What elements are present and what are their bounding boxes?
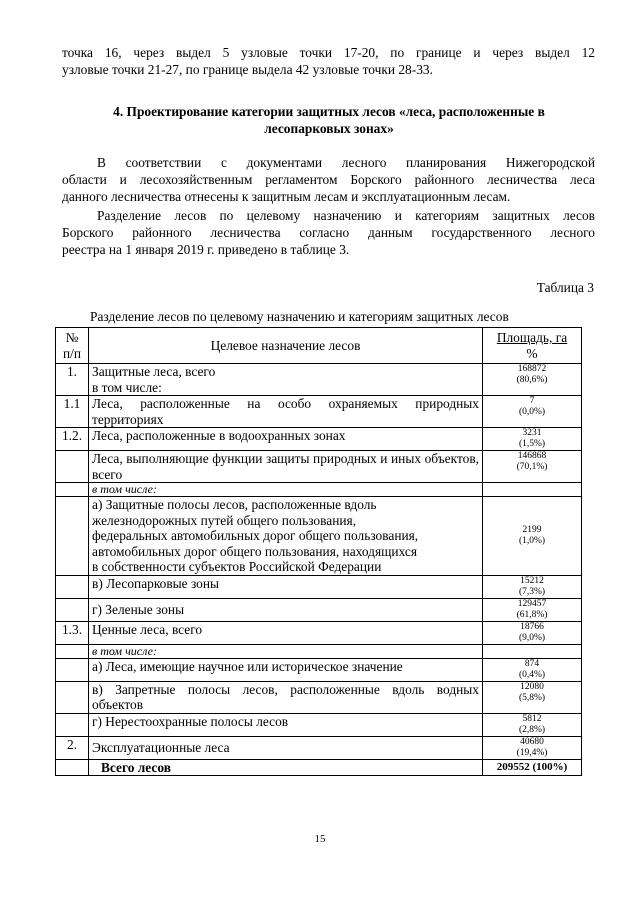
row-area-empty: [483, 483, 582, 497]
row-subheading: в том числе:: [89, 644, 483, 658]
row-percent: (7,3%): [518, 586, 546, 597]
row-area: [483, 713, 582, 736]
row-num: [56, 713, 89, 736]
row-value: 168872: [517, 364, 547, 374]
row-area: [483, 681, 582, 713]
row-num: [56, 451, 89, 483]
row-text-line: автомобильных дорог общего пользования, находящихся: [92, 543, 418, 559]
row-num: [56, 483, 89, 497]
table-row: [56, 497, 582, 576]
row-num: [56, 658, 89, 681]
table-row: [56, 681, 582, 713]
row-num: 2.: [56, 736, 89, 759]
row-area: [483, 451, 582, 483]
row-num: 1.1: [56, 396, 89, 428]
table-row: [56, 451, 582, 483]
para2-line-1: Разделение лесов по целевому назначению и категориям защитных лесов: [97, 208, 595, 223]
row-value: 40680: [520, 736, 544, 747]
row-percent: (80,6%): [516, 375, 548, 385]
row-percent: (0,0%): [518, 407, 546, 417]
row-percent: (5,8%): [518, 692, 546, 703]
row-text: Леса, расположенные на особо охраняемых природных территориях: [89, 396, 483, 428]
header-area: [483, 328, 582, 364]
row-total-label: Всего лесов: [89, 759, 483, 776]
row-num: [56, 681, 89, 713]
header-num-line-2: п/п: [62, 345, 82, 361]
row-area: [483, 658, 582, 681]
table-row: [56, 396, 582, 428]
table-row: [56, 644, 582, 658]
row-text-line: железнодорожных путей общего пользования,: [92, 512, 357, 528]
table-caption: Разделение лесов по целевому назначению и категориям защитных лесов: [90, 309, 509, 324]
row-num: 1.2.: [56, 428, 89, 451]
row-percent: (70,1%): [516, 462, 548, 472]
table-row: [56, 428, 582, 451]
table-row: [56, 575, 582, 598]
row-text: г) Зеленые зоны: [89, 598, 483, 621]
intro-line-1: точка 16, через выдел 5 узловые точки 17-20, по границе и через выдел 12: [62, 45, 595, 60]
row-text-line: а) Защитные полосы лесов, расположенные вдоль: [92, 497, 377, 512]
section-heading-line-1: 4. Проектирование категории защитных лесов «леса, расположенные в: [113, 104, 545, 119]
row-area-empty: [483, 644, 582, 658]
row-value: 5812: [522, 713, 542, 724]
row-value: 18766: [520, 621, 544, 632]
para2-line-3: реестра на 1 января 2019 г. приведено в таблице 3.: [62, 242, 350, 257]
intro-line-2: узловые точки 21-27, по границе выдела 42 узловые точки 28-33.: [62, 62, 433, 77]
para1-line-3: данного лесничества отнесены к защитным лесам и эксплуатационным лесам.: [62, 189, 511, 204]
row-text: Ценные леса, всего: [89, 621, 483, 644]
table-header-row: [56, 328, 582, 364]
row-num: [56, 497, 89, 576]
row-text: Эксплуатационные леса: [89, 736, 483, 759]
row-text: Леса, выполняющие функции защиты природных и иных объектов, всего: [89, 451, 483, 483]
row-text: Леса, расположенные в водоохранных зонах: [89, 428, 483, 451]
table-row: [56, 483, 582, 497]
row-value: 3231: [522, 428, 542, 438]
row-percent: (2,8%): [518, 724, 546, 735]
row-value: 2199: [522, 524, 542, 535]
para1-line-2: области и лесохозяйственным регламентом Борского районного лесничества леса: [62, 172, 595, 187]
row-percent: (61,8%): [516, 609, 548, 620]
row-area: [483, 736, 582, 759]
row-subheading: в том числе:: [89, 483, 483, 497]
row-text-line: в том числе:: [92, 379, 162, 395]
header-num: [56, 328, 89, 364]
row-area: [483, 621, 582, 644]
section-heading: [70, 104, 588, 137]
row-text: в) Лесопарковые зоны: [89, 575, 483, 598]
row-area: [483, 598, 582, 621]
header-purpose: Целевое назначение лесов: [89, 328, 483, 364]
row-area: [483, 428, 582, 451]
row-value: 12080: [520, 681, 544, 692]
row-percent: (1,0%): [518, 535, 546, 546]
table-row: [56, 658, 582, 681]
row-text: г) Нерестоохранные полосы лесов: [89, 713, 483, 736]
table-row: [56, 713, 582, 736]
table-row: [56, 598, 582, 621]
page-number: 15: [314, 833, 326, 845]
row-percent: (1,5%): [518, 439, 546, 449]
row-value: 7: [529, 396, 535, 406]
row-num: 1.3.: [56, 621, 89, 644]
table-row: [56, 621, 582, 644]
para1-line-1: В соответствии с документами лесного планирования Нижегородской: [97, 155, 595, 170]
row-percent: (0,4%): [518, 669, 546, 680]
row-total-value: 209552 (100%): [483, 759, 582, 776]
row-num: [56, 598, 89, 621]
table-row-total: [56, 759, 582, 776]
table-label: Таблица 3: [536, 280, 594, 295]
table-row: [56, 364, 582, 396]
row-area: [483, 396, 582, 428]
row-text-line: Защитные леса, всего: [92, 364, 216, 379]
row-area: [483, 497, 582, 576]
row-value: 146868: [517, 451, 547, 461]
row-value: 129457: [517, 598, 547, 609]
row-num: [56, 575, 89, 598]
header-area-line-2: %: [526, 345, 538, 361]
header-area-line-1: Площадь, га: [496, 330, 568, 345]
row-text: в) Запретные полосы лесов, расположенные вдоль водных объектов: [89, 681, 483, 713]
row-percent: (9,0%): [518, 632, 546, 643]
row-num: [56, 644, 89, 658]
para2-line-2: Борского районного лесничества согласно данным государственного лесного: [62, 225, 595, 240]
header-num-line-1: №: [65, 330, 79, 345]
section-heading-line-2: лесопарковых зонах»: [264, 120, 394, 136]
row-text: а) Леса, имеющие научное или историческое значение: [89, 658, 483, 681]
row-area: [483, 364, 582, 396]
row-num: [56, 759, 89, 776]
row-text-line: федеральных автомобильных дорог общего пользования,: [92, 528, 419, 543]
row-text: [89, 497, 483, 576]
row-num: 1.: [56, 364, 89, 396]
forest-table: [55, 327, 582, 776]
row-percent: (19,4%): [516, 747, 548, 758]
table-row: [56, 736, 582, 759]
row-text-line: в собственности субъектов Российской Федерации: [92, 559, 382, 574]
row-value: 15212: [520, 575, 544, 586]
row-value: 874: [524, 658, 540, 669]
row-text: [89, 364, 483, 396]
row-area: [483, 575, 582, 598]
